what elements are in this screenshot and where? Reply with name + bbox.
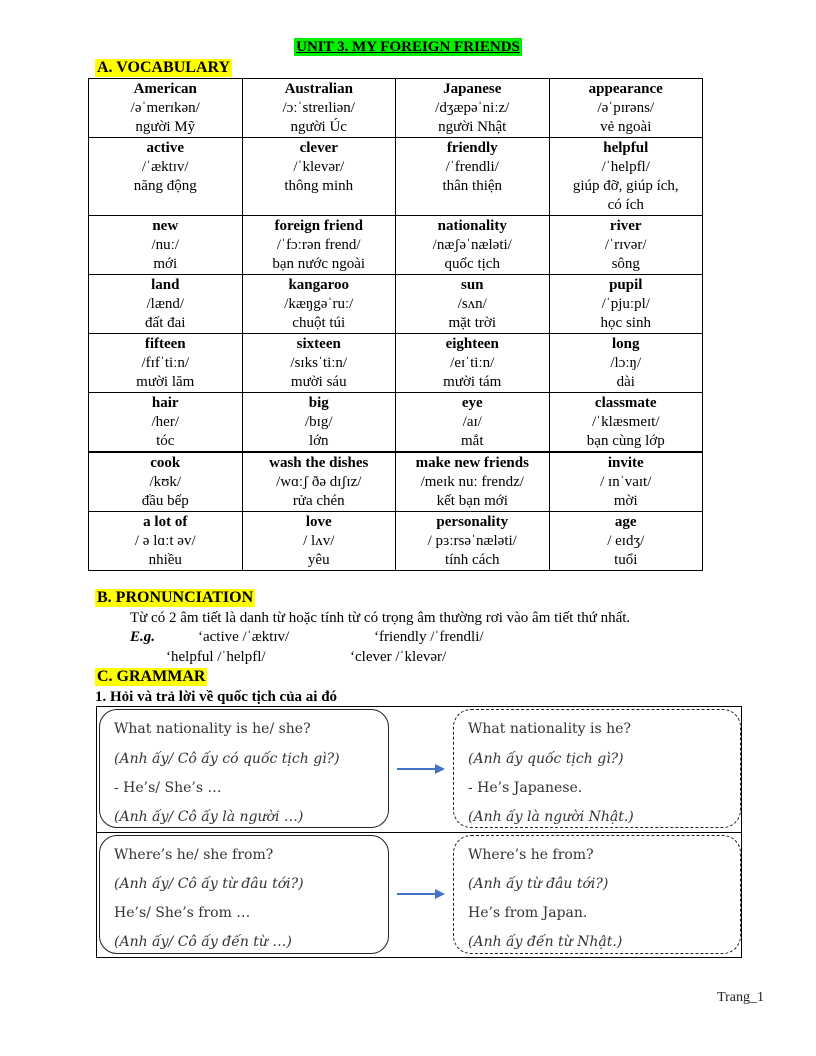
vocab-cell	[242, 334, 396, 393]
vocabulary-table	[88, 78, 703, 571]
vocab-cell	[242, 512, 396, 571]
vocab-word: classmate	[594, 395, 657, 411]
vocab-cell	[549, 138, 703, 216]
example-helpful: ‘helpful /ˈhelpfl/	[166, 649, 266, 665]
vocab-ipa: /əˈmerɪkən/	[130, 100, 200, 116]
vocab-cell	[396, 138, 550, 216]
vocab-meaning: chuột túi	[292, 315, 346, 331]
arrow-right-icon	[397, 888, 445, 900]
vocab-word: a lot of	[143, 514, 188, 530]
vocab-meaning: kết bạn mới	[436, 493, 508, 509]
vocab-word: long	[611, 336, 640, 352]
vocab-word: appearance	[588, 81, 663, 97]
pattern-question: Where’s he/ she from?	[114, 847, 274, 863]
example-answer-translation: (Anh ấy đến từ Nhật.)	[468, 934, 623, 950]
vocab-word: eighteen	[445, 336, 499, 352]
vocab-word: sixteen	[296, 336, 341, 352]
vocab-word: Australian	[284, 81, 353, 97]
vocab-meaning: học sinh	[600, 315, 651, 331]
vocab-meaning: yêu	[307, 552, 330, 568]
vocab-ipa: / eɪdʒ/	[607, 533, 645, 549]
vocab-meaning: mời	[613, 493, 638, 509]
vocab-ipa: /lɔːŋ/	[610, 355, 642, 371]
vocab-ipa: /ˈklevər/	[293, 159, 345, 175]
vocab-cell	[242, 138, 396, 216]
vocab-ipa: /ˈrɪvər/	[604, 237, 647, 253]
vocab-word: age	[614, 514, 637, 530]
vocab-word: personality	[436, 514, 509, 530]
vocab-ipa: /ˈæktɪv/	[141, 159, 189, 175]
vocab-ipa: /sʌn/	[457, 296, 487, 312]
vocab-ipa: /kʊk/	[149, 474, 182, 490]
vocab-ipa: /kæŋgəˈruː/	[284, 296, 354, 312]
vocab-word: nationality	[437, 218, 507, 234]
section-pronunciation-heading: B. PRONUNCIATION	[97, 589, 254, 606]
vocab-meaning: người Mỹ	[135, 119, 196, 135]
vocab-meaning: đầu bếp	[141, 493, 189, 509]
vocab-row	[89, 334, 703, 393]
vocab-meaning: năng động	[133, 178, 197, 194]
vocab-word: cook	[150, 455, 181, 471]
vocab-meaning: mắt	[461, 433, 484, 449]
vocab-row	[89, 138, 703, 216]
vocab-ipa: /ˈfɔːrən frend/	[276, 237, 361, 253]
example-clever: ‘clever /ˈklevər/	[350, 649, 447, 665]
vocab-ipa: /meɪk nuː frendz/	[420, 474, 524, 490]
vocab-meaning: dài	[616, 374, 635, 390]
vocab-cell	[242, 393, 396, 453]
vocab-meaning: rửa chén	[292, 493, 345, 509]
vocab-meaning: tuổi	[614, 552, 638, 568]
example-question-translation: (Anh ấy từ đâu tới?)	[468, 876, 609, 892]
vocab-ipa: /fɪfˈtiːn/	[141, 355, 189, 371]
vocab-row	[89, 452, 703, 512]
vocab-cell	[396, 79, 550, 138]
vocab-word: Japanese	[443, 81, 502, 97]
vocab-ipa: /aɪ/	[462, 414, 482, 430]
vocab-cell	[89, 452, 243, 512]
vocab-cell	[549, 79, 703, 138]
vocab-cell	[396, 512, 550, 571]
vocab-meaning: giúp đỡ, giúp ích,	[572, 178, 679, 194]
vocab-word: love	[305, 514, 332, 530]
vocab-word: American	[133, 81, 197, 97]
vocab-word: sun	[460, 277, 484, 293]
vocab-ipa: /her/	[151, 414, 179, 430]
vocab-meaning: thân thiện	[442, 178, 503, 194]
vocab-cell	[396, 275, 550, 334]
vocab-word: land	[151, 277, 180, 293]
vocab-ipa: /ˈpjuːpl/	[601, 296, 650, 312]
arrow-right-icon	[397, 763, 445, 775]
vocab-cell	[396, 334, 550, 393]
vocab-word: wash the dishes	[269, 455, 369, 471]
vocab-meaning: lớn	[308, 433, 329, 449]
vocab-ipa: / ə lɑːt əv/	[134, 533, 196, 549]
vocab-ipa: /ˈhelpfl/	[601, 159, 650, 175]
example-box-nationality	[453, 709, 741, 828]
vocab-meaning: mười tám	[443, 374, 502, 390]
pattern-answer-translation: (Anh ấy/ Cô ấy đến từ …)	[114, 934, 292, 950]
example-answer: He’s from Japan.	[468, 905, 588, 921]
example-question: Where’s he from?	[468, 847, 594, 863]
vocab-meaning: sông	[611, 256, 640, 272]
vocab-meaning: mười lăm	[136, 374, 195, 390]
example-box-origin	[453, 835, 741, 954]
pattern-question: What nationality is he/ she?	[114, 721, 311, 737]
pattern-question-translation: (Anh ấy/ Cô ấy có quốc tịch gì?)	[114, 751, 340, 767]
vocab-meaning: mười sáu	[290, 374, 347, 390]
example-active: ‘active /ˈæktɪv/	[198, 629, 290, 645]
vocab-cell	[89, 512, 243, 571]
vocab-meaning: tính cách	[444, 552, 500, 568]
grammar-subheading: 1. Hỏi và trả lời về quốc tịch của ai đó	[95, 689, 338, 705]
vocab-row	[89, 216, 703, 275]
vocab-ipa: /eɪˈtiːn/	[450, 355, 495, 371]
vocab-cell	[89, 393, 243, 453]
vocab-cell	[89, 334, 243, 393]
vocab-ipa: / ɪnˈvaɪt/	[600, 474, 652, 490]
vocab-cell	[549, 452, 703, 512]
vocab-ipa: /wɑːʃ ðə dɪʃɪz/	[276, 474, 362, 490]
vocab-meaning: bạn cùng lớp	[586, 433, 665, 449]
vocab-ipa: /ˈklæsmeɪt/	[592, 414, 660, 430]
vocab-ipa: / pɜːrsəˈnæləti/	[427, 533, 517, 549]
vocab-row	[89, 393, 703, 453]
vocab-word: friendly	[446, 140, 498, 156]
page-title: UNIT 3. MY FOREIGN FRIENDS	[296, 39, 520, 55]
page-number: Trang_1	[717, 990, 764, 1005]
vocab-ipa: /lænd/	[146, 296, 184, 312]
vocab-word: big	[308, 395, 329, 411]
vocab-ipa: / lʌv/	[303, 533, 335, 549]
vocab-cell	[396, 452, 550, 512]
vocab-cell	[242, 216, 396, 275]
vocab-word: fifteen	[144, 336, 186, 352]
vocab-word: make new friends	[415, 455, 529, 471]
vocab-row	[89, 79, 703, 138]
vocab-cell	[549, 334, 703, 393]
vocab-word: active	[146, 140, 184, 156]
vocab-cell	[549, 393, 703, 453]
pronunciation-rule: Từ có 2 âm tiết là danh từ hoặc tính từ có trọng âm thường rơi vào âm tiết thứ nhất.	[130, 610, 631, 626]
pattern-box-origin	[99, 835, 389, 954]
vocab-word: new	[152, 218, 179, 234]
vocab-meaning: mặt trời	[448, 315, 496, 331]
example-friendly: ‘friendly /ˈfrendli/	[374, 629, 484, 645]
vocab-cell	[89, 216, 243, 275]
vocab-ipa: /ɔːˈstreɪliən/	[282, 100, 355, 116]
grammar-divider	[97, 832, 741, 833]
vocab-cell	[242, 79, 396, 138]
pattern-answer: He’s/ She’s from …	[114, 905, 251, 921]
vocab-cell	[549, 275, 703, 334]
pattern-answer-translation: (Anh ấy/ Cô ấy là người …)	[114, 809, 304, 825]
example-answer: - He’s Japanese.	[468, 780, 583, 796]
vocab-ipa: /dʒæpəˈniːz/	[435, 100, 510, 116]
vocab-word: eye	[461, 395, 483, 411]
vocab-word: helpful	[603, 140, 649, 156]
vocab-cell	[89, 79, 243, 138]
section-vocabulary-heading: A. VOCABULARY	[97, 59, 231, 76]
vocab-meaning: nhiều	[148, 552, 182, 568]
section-grammar-heading: C. GRAMMAR	[97, 668, 206, 685]
example-question: What nationality is he?	[468, 721, 631, 737]
vocab-row	[89, 275, 703, 334]
vocab-meaning-continued: có ích	[607, 197, 644, 213]
pattern-box-nationality	[99, 709, 389, 828]
vocab-meaning: thông minh	[284, 178, 354, 194]
vocab-meaning: đất đai	[145, 315, 186, 331]
vocab-meaning: tóc	[156, 433, 175, 449]
example-question-translation: (Anh ấy quốc tịch gì?)	[468, 751, 624, 767]
vocab-word: foreign friend	[274, 218, 363, 234]
vocab-word: river	[609, 218, 642, 234]
vocab-word: kangaroo	[288, 277, 350, 293]
vocab-ipa: /sɪksˈtiːn/	[290, 355, 348, 371]
vocab-word: clever	[299, 140, 338, 156]
vocab-cell	[549, 216, 703, 275]
vocab-ipa: /næʃəˈnæləti/	[432, 237, 512, 253]
vocab-cell	[242, 275, 396, 334]
vocab-cell	[396, 216, 550, 275]
grammar-box	[96, 706, 742, 958]
pattern-answer: - He’s/ She’s …	[114, 780, 222, 796]
vocab-meaning: mới	[153, 256, 178, 272]
vocab-meaning: người Nhật	[438, 119, 507, 135]
vocab-word: hair	[151, 395, 179, 411]
vocab-ipa: /əˈpɪrəns/	[597, 100, 655, 116]
vocab-word: invite	[607, 455, 644, 471]
vocab-row	[89, 512, 703, 571]
eg-label: E.g.	[130, 629, 156, 645]
vocab-cell	[396, 393, 550, 453]
title-wrap	[0, 38, 816, 56]
vocab-meaning: quốc tịch	[444, 256, 500, 272]
vocab-meaning: vẻ ngoài	[600, 119, 652, 135]
pattern-question-translation: (Anh ấy/ Cô ấy từ đâu tới?)	[114, 876, 304, 892]
vocab-cell	[89, 275, 243, 334]
vocab-cell	[242, 452, 396, 512]
vocab-cell	[549, 512, 703, 571]
vocab-meaning: người Úc	[290, 119, 347, 135]
vocab-word: pupil	[609, 277, 643, 293]
vocab-ipa: /nuː/	[151, 237, 179, 253]
vocab-ipa: /bɪg/	[304, 414, 333, 430]
example-answer-translation: (Anh ấy là người Nhật.)	[468, 809, 634, 825]
vocab-cell	[89, 138, 243, 216]
vocab-ipa: /ˈfrendli/	[445, 159, 499, 175]
vocab-meaning: bạn nước ngoài	[272, 256, 366, 272]
